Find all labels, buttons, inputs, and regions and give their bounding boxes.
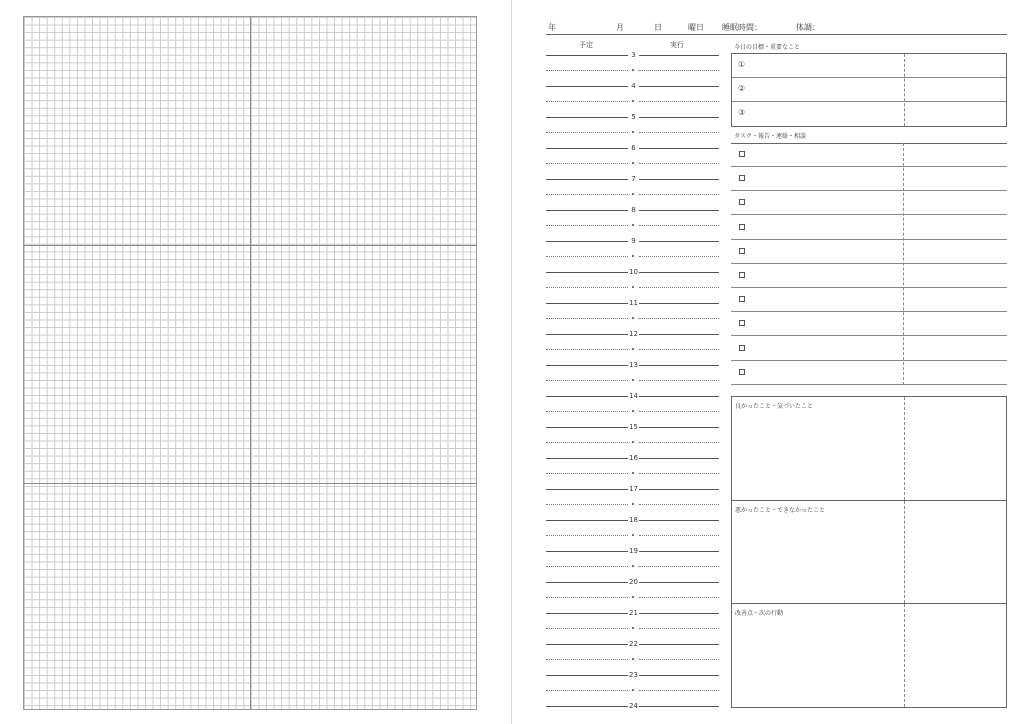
actual-hour-line [639,241,719,242]
timeline-hour-row [546,50,719,60]
hour-label: 6 [631,144,636,152]
actual-hour-line [639,334,719,335]
timeline-hour-row [546,453,719,463]
plan-hour-line [546,365,628,366]
actual-hour-line [639,427,719,428]
plan-hour-line [546,396,628,397]
actual-hour-line [639,303,719,304]
hour-label: 15 [629,423,638,431]
actual-hour-line [639,613,719,614]
goal-column-divider [904,54,905,126]
timeline-hour-row [546,515,719,525]
header-sleep-time: 睡眠時間： [722,23,762,32]
hour-label: 5 [631,113,636,121]
timeline-half-hour-row [546,561,719,571]
actual-hour-line [639,272,719,273]
hour-label: 22 [629,640,638,648]
hour-label: 7 [631,175,636,183]
timeline-hour-row [546,298,719,308]
header-day: 日 [654,23,662,32]
header-year: 年 [548,23,556,32]
reflection-improve-label: 改善点・次の行動 [735,610,784,617]
half-hour-dot [632,410,634,412]
actual-column-label: 実行 [670,41,684,49]
plan-hour-line [546,551,628,552]
plan-hour-line [546,272,628,273]
task-checkbox[interactable] [739,272,745,278]
hour-label: 14 [629,392,638,400]
hour-label: 19 [629,547,638,555]
half-hour-dot [632,224,634,226]
plan-hour-line [546,241,628,242]
actual-hour-line [639,644,719,645]
plan-hour-line [546,706,628,707]
half-hour-dot [632,534,634,536]
half-hour-dot [632,565,634,567]
timeline-hour-row [546,484,719,494]
goal-row [732,102,1006,126]
half-hour-dot [632,379,634,381]
plan-hour-line [546,582,628,583]
goal-number: ② [738,84,746,93]
plan-hour-line [546,179,628,180]
half-hour-dot [632,689,634,691]
task-checkbox[interactable] [739,296,745,302]
goal-number: ③ [738,108,746,117]
task-checkbox[interactable] [739,345,745,351]
timeline-hour-row [546,236,719,246]
plan-hour-line [546,303,628,304]
actual-hour-line [639,396,719,397]
task-row [731,264,1007,288]
half-hour-dot [632,503,634,505]
half-hour-dot [632,100,634,102]
half-hour-dot [632,596,634,598]
timeline-half-hour-row [546,406,719,416]
timeline-hour-row [546,81,719,91]
timeline-half-hour-row [546,468,719,478]
reflection-good-label: 良かったこと・気づいたこと [735,403,814,410]
half-hour-dot [632,472,634,474]
timeline-half-hour-row [546,220,719,230]
half-hour-dot [632,627,634,629]
plan-hour-line [546,86,628,87]
header-condition: 体調： [796,23,820,32]
grid-major-horizontal-line [24,483,476,484]
timeline-hour-row [546,422,719,432]
timeline-hour-row [546,391,719,401]
task-row [731,361,1007,385]
goal-number: ① [738,60,746,69]
goal-row [732,78,1006,102]
timeline-hour-row [546,174,719,184]
task-row [731,288,1007,312]
tasks-label: タスク・報告・連絡・相談 [734,133,807,140]
actual-hour-line [639,179,719,180]
plan-hour-line [546,427,628,428]
task-row [731,312,1007,336]
graph-paper-grid [23,16,477,710]
hour-label: 23 [629,671,638,679]
timeline-hour-row [546,267,719,277]
plan-hour-line [546,644,628,645]
grid-major-vertical-line [250,17,251,709]
half-hour-dot [632,69,634,71]
task-list [731,143,1007,387]
timeline-hour-row [546,670,719,680]
timeline-half-hour-row [546,127,719,137]
half-hour-dot [632,255,634,257]
plan-hour-line [546,55,628,56]
timeline-hour-row [546,577,719,587]
hour-label: 18 [629,516,638,524]
timeline-half-hour-row [546,654,719,664]
hour-label: 12 [629,330,638,338]
actual-hour-line [639,86,719,87]
hour-label: 24 [629,702,638,710]
timeline-half-hour-row [546,499,719,509]
timeline-hour-row [546,143,719,153]
header-underline [546,34,1007,35]
actual-hour-line [639,489,719,490]
header-weekday: 曜日 [688,23,704,32]
timeline-half-hour-row [546,437,719,447]
reflection-good-box [731,396,1007,501]
actual-hour-line [639,117,719,118]
timeline-half-hour-row [546,65,719,75]
plan-hour-line [546,613,628,614]
goal-row [732,54,1006,78]
task-row [731,167,1007,191]
task-row [731,337,1007,361]
timeline-half-hour-row [546,313,719,323]
task-checkbox[interactable] [739,151,745,157]
timeline-half-hour-row [546,344,719,354]
hour-label: 3 [631,51,636,59]
timeline-half-hour-row [546,685,719,695]
hour-label: 11 [629,299,638,307]
task-checkbox[interactable] [739,175,745,181]
plan-hour-line [546,458,628,459]
task-checkbox[interactable] [739,224,745,230]
timeline-half-hour-row [546,375,719,385]
hour-label: 20 [629,578,638,586]
plan-hour-line [546,148,628,149]
reflection-bad-label: 悪かったこと・できなかったこと [735,507,826,514]
actual-hour-line [639,365,719,366]
plan-hour-line [546,520,628,521]
hour-label: 9 [631,237,636,245]
actual-hour-line [639,675,719,676]
hour-label: 17 [629,485,638,493]
half-hour-dot [632,286,634,288]
timeline-half-hour-row [546,592,719,602]
plan-column-label: 予定 [579,41,593,49]
grid-major-horizontal-line [24,245,476,246]
task-row [731,143,1007,167]
actual-hour-line [639,582,719,583]
timeline-half-hour-row [546,530,719,540]
task-row [731,191,1007,215]
plan-hour-line [546,675,628,676]
hour-label: 13 [629,361,638,369]
timeline-hour-row [546,639,719,649]
task-row [731,216,1007,240]
actual-hour-line [639,458,719,459]
timeline-half-hour-row [546,251,719,261]
task-checkbox[interactable] [739,320,745,326]
hour-label: 21 [629,609,638,617]
hour-label: 8 [631,206,636,214]
timeline-half-hour-row [546,158,719,168]
timeline-half-hour-row [546,96,719,106]
half-hour-dot [632,317,634,319]
half-hour-dot [632,441,634,443]
actual-hour-line [639,520,719,521]
reflection-bad-box [731,500,1007,604]
timeline-hour-row [546,701,719,711]
timeline-half-hour-row [546,282,719,292]
plan-hour-line [546,334,628,335]
goals-label: 今日の目標・重要なこと [734,44,801,51]
half-hour-dot [632,162,634,164]
actual-hour-line [639,148,719,149]
header-month: 月 [616,23,624,32]
goals-box [731,53,1007,127]
half-hour-dot [632,348,634,350]
timeline-hour-row [546,360,719,370]
plan-hour-line [546,117,628,118]
half-hour-dot [632,131,634,133]
reflection-improve-box [731,603,1007,708]
hour-label: 16 [629,454,638,462]
timeline-half-hour-row [546,189,719,199]
timeline-hour-row [546,546,719,556]
actual-hour-line [639,55,719,56]
actual-hour-line [639,210,719,211]
timeline-half-hour-row [546,623,719,633]
right-page [512,0,1024,724]
timeline-hour-row [546,329,719,339]
plan-hour-line [546,210,628,211]
half-hour-dot [632,658,634,660]
actual-hour-line [639,551,719,552]
timeline-hour-row [546,112,719,122]
hour-label: 4 [631,82,636,90]
task-checkbox[interactable] [739,248,745,254]
task-row [731,240,1007,264]
plan-hour-line [546,489,628,490]
hour-label: 10 [629,268,638,276]
half-hour-dot [632,193,634,195]
timeline-hour-row [546,205,719,215]
task-checkbox[interactable] [739,199,745,205]
actual-hour-line [639,706,719,707]
task-checkbox[interactable] [739,369,745,375]
timeline-hour-row [546,608,719,618]
